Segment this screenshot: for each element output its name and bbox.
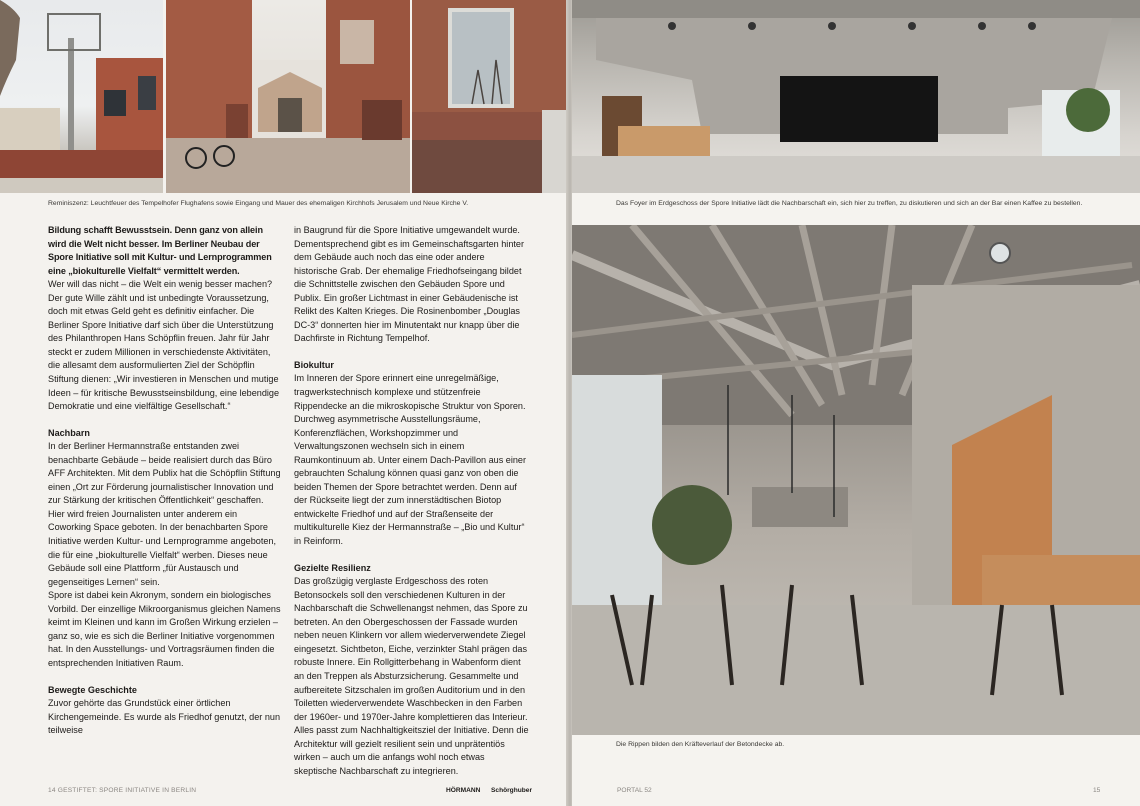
right-page <box>572 0 1140 806</box>
paragraph: Spore ist dabei kein Akronym, sondern ein biologisches Vorbild. Der einzellige Mikroorganismus gleichen Namens keimt im Kleinen und kann im Großen Wirkung erzielen – ganz so, wie es sich die Berliner Initiative vorgenommen hat. In den Ausstellungs- und Vortragsräumen finden die entsprechenden Initiativen Raum. <box>48 590 281 668</box>
photo-caption: Die Rippen bilden den Kräfteverlauf der Betondecke ab. <box>616 741 785 748</box>
photo-foyer <box>572 0 1140 193</box>
photo-caption: Das Foyer im Erdgeschoss der Spore Initiative lädt die Nachbarschaft ein, sich hier zu treffen, zu diskutieren und sich an der Bar einen Kaffee zu bestellen. <box>616 200 1083 207</box>
cemetery-gate-illustration <box>166 0 410 193</box>
left-page <box>0 0 568 806</box>
paragraph: in Baugrund für die Spore Initiative umgewandelt wurde. Dementsprechend gibt es im Gemeinschaftsgarten hinter dem Gebäude auch noch das eine oder andere historische Grab. Der ehemalige Friedhofseingang bildet die Schnittstelle zwischen den Gebäuden Spore und Publix. Ein großer Lichtmast in einer Gebäudenische ist Relikt des Kalten Krieges. Die Rosinenbomber „Douglas DC-3“ donnerten hier im Minutentakt nur knapp über die Dachfirste in Richtung Tempelhof. <box>294 225 524 344</box>
paragraph: Im Inneren der Spore erinnert eine unregelmäßige, tragwerkstechnisch komplexe und stützenfreie Rippendecke an die mikroskopische Struktur von Sporen. Durchweg asymmetrische Ausstellungsräume, Konferenzflächen, Workshopzimmer und Verwaltungszonen wechseln sich in einem Raumkontinuum ab. Unter einem Dach-Pavillon aus einer gebrauchten Schalung können quasi ganz von oben die beiden Themen der Spore betrachtet werden. Denn auf der Rückseite liegt der zum innerstädtischen Biotop entwickelte Friedhof und auf der Straßenseite der multikulturelle Kiez der Hermannstraße – „Bio und Kultur“ in Reinform. <box>294 373 527 547</box>
foyer-illustration <box>572 0 1140 193</box>
text-column-1 <box>48 224 282 738</box>
light-mast-illustration <box>0 0 163 193</box>
photo-brick-facade <box>412 0 568 193</box>
photo-caption: Reminiszenz: Leuchtfeuer des Tempelhofer Flughafens sowie Eingang und Mauer des ehemaligen Kirchhofs Jerusalem und Neue Kirche V. <box>48 200 469 207</box>
paragraph: Zuvor gehörte das Grundstück einer örtlichen Kirchengemeinde. Es wurde als Friedhof genutzt, der nun teilweise <box>48 698 281 736</box>
article-lead: Bildung schafft Bewusstsein. Denn ganz von allein wird die Welt nicht besser. Im Berliner Neubau der Spore Initiative soll mit Kultur- und Lernprogrammen eine „biokulturelle Vielfalt“ vermittelt werden. <box>48 225 272 276</box>
page-footer-portal: PORTAL 52 <box>617 787 652 794</box>
ribbed-ceiling-illustration <box>572 225 1140 735</box>
photo-light-mast <box>0 0 163 193</box>
paragraph: Das großzügig verglaste Erdgeschoss des roten Betonsockels soll den verschiedenen Kulturen in der Nachbarschaft die Schwellenangst nehmen, das Spore zu betreten. An den Obergeschossen der Fassade wurden neben neuen Klinkern vor allem wiederverwendete Ziegel eingesetzt. Sichtbeton, Eiche, verzinkter Stahl prägen das robuste Innere. Ein Rollgitterbehang in Wabenform dient an den Treppen als Absturzsicherung. Gesammelte und aufbereitete Sitzschalen im großen Auditorium und in den Toiletten wiederverwendete Waschbecken in den Farben der 1960er- und 1970er-Jahre komplettieren das Interieur. Alles passt zum Nachhaltigkeitsziel der Initiative. Denn die Architektur will gezielt resilient sein und unprätentiös wirken – auch um die anfangs wohl noch etwas skeptische Nachbarschaft zu integrieren. <box>294 576 529 776</box>
page-number: 15 <box>1093 787 1101 794</box>
brick-facade-illustration <box>412 0 568 193</box>
paragraph: Wer will das nicht – die Welt ein wenig besser machen? Der gute Wille zählt und ist unbedingte Voraussetzung, doch mit etwas Geld geht es definitiv einfacher. Die Berliner Spore Initiative darf sich über die Unterstützung des Philanthropen Hans Schöpflin freuen. Jahr für Jahr steckt er zudem Millionen in verschiedenste Aktivitäten, die allesamt dem ausformulierten Ziel der Schöpflin Stiftung dienen: „Wir investieren in Menschen und mutige Ideen – für kritische Bewusstseinsbildung, eine lebendige Demokratie und eine vielfältige Gesellschaft.“ <box>48 279 280 412</box>
subheading-nachbarn: Nachbarn <box>48 427 90 438</box>
brand-schoerghuber-logo: Schörghuber <box>491 787 533 794</box>
photo-cemetery-gate <box>166 0 410 193</box>
brand-hoermann-logo: HÖRMANN <box>446 787 481 794</box>
paragraph: In der Berliner Hermannstraße entstanden zwei benachbarte Gebäude – beide realisiert durch das Büro AFF Architekten. Mit dem Publix hat die Schöpflin Stiftung einen „Ort zur Förderung journalistischer Innovation und zur Stärkung der kritischen Öffentlichkeit“ geschaffen. Hier wird freien Journalisten unter anderem ein Coworking Space geboten. In der benachbarten Spore Initiative werden Kultur- und Lernprogramme angeboten, die für eine „biokulturelle Vielfalt“ werben. Dieses neue Gebäude soll eine Plattform „für Austausch und gegenseitiges Lernen“ sein. <box>48 441 281 587</box>
subheading-bewegte-geschichte: Bewegte Geschichte <box>48 684 137 695</box>
photo-ribbed-ceiling-cafe <box>572 225 1140 735</box>
subheading-gezielte-resilienz: Gezielte Resilienz <box>294 562 371 573</box>
subheading-biokultur: Biokultur <box>294 359 334 370</box>
text-column-2 <box>294 224 530 778</box>
page-footer-section: 14 GESTIFTET: SPORE INITIATIVE IN BERLIN <box>48 787 197 794</box>
